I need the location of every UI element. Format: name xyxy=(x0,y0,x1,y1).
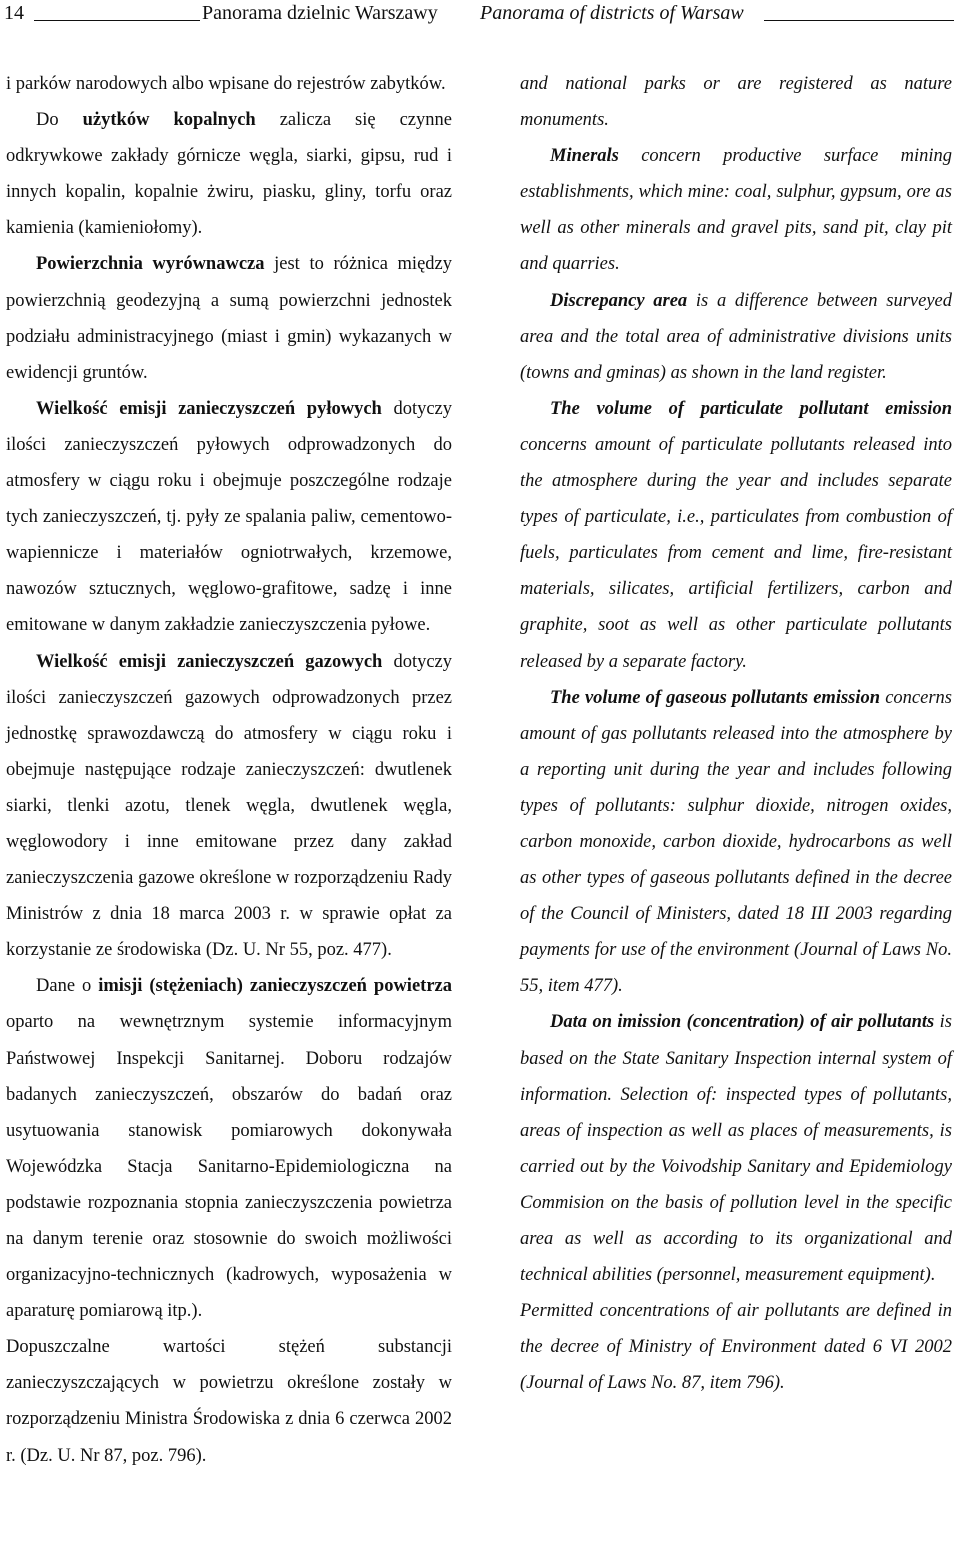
en-p1-text: and national parks or are registered as nature monuments. xyxy=(520,74,952,131)
en-paragraph-imission xyxy=(520,1004,952,1293)
pl-p2-pre: Do xyxy=(36,110,83,131)
pl-term-gaseous: Wielkość emisji zanieczyszczeń gazowych xyxy=(36,651,383,672)
pl-term-imission: imisji (stężeniach) zanieczyszczeń powietrza xyxy=(98,976,452,997)
header-title-en: Panorama of districts of Warsaw xyxy=(480,2,744,24)
en-paragraph-particulate xyxy=(520,391,952,680)
en-term-minerals: Minerals xyxy=(550,146,619,167)
pl-paragraph-particulate xyxy=(6,391,452,644)
en-paragraph-gaseous xyxy=(520,680,952,1005)
en-term-imission: Data on imission (concentration) of air pollutants xyxy=(550,1012,935,1033)
header-title-pl: Panorama dzielnic Warszawy xyxy=(202,2,438,24)
pl-p6-text: oparto na wewnętrznym systemie informacyjnym Państwowej Inspekcji Sanitarnej. Doboru rodzajów badanych zanieczyszczeń, obszarów do badań oraz usytuowania stanowisk pomiarowych dokonywała Wojewódzka Stacja Sanitarno-Epidemiologiczna na podstawie rozpoznania stopnia zanieczyszczenia powietrza na danym terenie oraz stosownie do swoich możliwości organizacyjno-technicznych (kadrowych, wyposażenia w aparaturę pomiarową itp.). xyxy=(6,1012,452,1322)
pl-term-discrepancy: Powierzchnia wyrównawcza xyxy=(36,254,265,275)
polish-column xyxy=(6,66,452,1474)
en-term-particulate: The volume of particulate pollutant emission xyxy=(550,398,952,419)
en-p3-text: is a difference between surveyed area and the total area of administrative divisions units (towns and gminas) as shown in the land register. xyxy=(520,290,952,383)
en-term-discrepancy: Discrepancy area xyxy=(550,290,688,311)
header-rule-left xyxy=(34,20,200,21)
pl-p1-text: i parków narodowych albo wpisane do rejestrów zabytków. xyxy=(6,74,446,94)
pl-term-minerals: użytków kopalnych xyxy=(82,110,256,131)
pl-p4-text: dotyczy ilości zanieczyszczeń pyłowych odprowadzonych do atmosfery w ciągu roku i obejmuje poszczególne rodzaje tych zanieczyszczeń, tj. pyły ze spalania paliw, cementowo-wapiennicze i materiałów ogniotrwałych, krzemowe, nawozów sztucznych, węglowo-grafitowe, sadzę i inne emitowane w danym zakładzie zanieczyszczenia pyłowe. xyxy=(6,398,453,636)
pl-p7-text: Dopuszczalne wartości stężeń substancji zanieczyszczających w powietrzu określone zostały w rozporządzeniu Ministra Środowiska z dnia 6 czerwca 2002 r. (Dz. U. Nr 87, poz. 796). xyxy=(6,1337,452,1466)
page-header xyxy=(4,0,954,26)
pl-p3-text: jest to różnica między powierzchnią geodezyjną a sumą powierzchni jednostek podziału administracyjnego (miast i gmin) wykazanych w ewidencji gruntów. xyxy=(6,254,452,383)
english-column xyxy=(520,66,952,1401)
pl-paragraph-1 xyxy=(6,66,452,102)
pl-term-particulate: Wielkość emisji zanieczyszczeń pyłowych xyxy=(36,398,382,419)
en-paragraph-minerals xyxy=(520,138,952,282)
en-p6-text: is based on the State Sanitary Inspection internal system of information. Selection of: inspected types of pollutants, areas of inspection as well as places of measurements, is carried out by the Voivodship Sanitary and Epidemiology Commision on the basis of pollution level in the specific area as well as according to its organizational and technical abilities (personnel, measurement equipment). xyxy=(520,1012,952,1286)
pl-paragraph-permitted xyxy=(6,1329,452,1473)
pl-paragraph-minerals xyxy=(6,102,452,246)
en-paragraph-1 xyxy=(520,66,952,138)
pl-p5-text: dotyczy ilości zanieczyszczeń gazowych odprowadzonych przez jednostkę sprawozdawczą do atmosfery w ciągu roku i obejmuje następujące rodzaje zanieczyszczeń: dwutlenek siarki, tlenki azotu, tlenek węgla, dwutlenek węgla, węglowodory i inne emitowane przez dany zakład zanieczyszczenia gazowe określone w rozporządzeniu Rady Ministrów z dnia 18 marca 2003 r. w sprawie opłat za korzystanie ze środowiska (Dz. U. Nr 55, poz. 477). xyxy=(6,651,453,961)
page-number: 14 xyxy=(4,2,24,24)
en-paragraph-discrepancy xyxy=(520,283,952,391)
en-paragraph-permitted xyxy=(520,1293,952,1401)
en-p4-text: concerns amount of particulate pollutants released into the atmosphere during the year and includes separate types of particulate, i.e., particulates from combustion of fuels, particulates from cement and lime, fire-resistant materials, silicates, artificial fertilizers, carbon and graphite, soot as well as other particulate pollutants released by a separate factory. xyxy=(520,434,952,672)
en-p2-text: concern productive surface mining establishments, which mine: coal, sulphur, gypsum, ore as well as other minerals and gravel pits, sand pit, clay pit and quarries. xyxy=(520,146,952,275)
en-term-gaseous: The volume of gaseous pollutants emission xyxy=(550,687,881,708)
pl-paragraph-imission xyxy=(6,968,452,1329)
pl-p6-pre: Dane o xyxy=(36,976,99,997)
en-p5-text: concerns amount of gas pollutants released into the atmosphere by a reporting unit during the year and includes following types of pollutants: sulphur dioxide, nitrogen oxides, carbon monoxide, carbon dioxide, hydrocarbons as well as other types of gaseous pollutants defined in the decree of the Council of Ministers, dated 18 III 2003 regarding payments for use of the environment (Journal of Laws No. 55, item 477). xyxy=(520,687,952,997)
header-rule-right xyxy=(764,20,954,21)
pl-p2-text: zalicza się czynne odkrywkowe zakłady górnicze węgla, siarki, gipsu, rud i innych kopalin, kopalnie żwiru, piasku, gliny, torfu oraz kamienia (kamieniołomy). xyxy=(6,110,452,239)
pl-paragraph-gaseous xyxy=(6,644,452,969)
en-p7-text: Permitted concentrations of air pollutants are defined in the decree of Ministry of Environment dated 6 VI 2002 (Journal of Laws No. 87, item 796). xyxy=(520,1301,952,1394)
pl-paragraph-discrepancy xyxy=(6,246,452,390)
